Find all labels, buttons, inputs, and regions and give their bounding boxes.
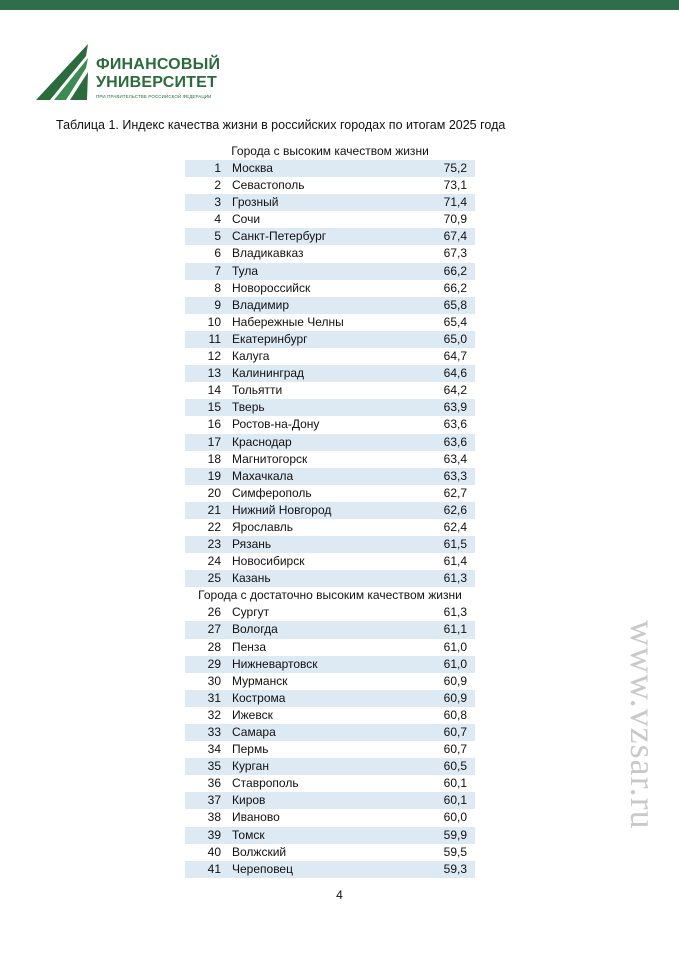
rank-cell: 31 xyxy=(207,690,221,705)
logo-text-line2: УНИВЕРСИТЕТ xyxy=(96,74,217,91)
rank-cell: 21 xyxy=(207,502,221,517)
table-row xyxy=(185,792,475,809)
table-row xyxy=(185,451,475,468)
score-cell: 67,4 xyxy=(443,229,467,244)
table-row xyxy=(185,690,475,707)
rank-cell: 4 xyxy=(214,212,221,227)
score-cell: 61,3 xyxy=(443,605,467,620)
rank-cell: 39 xyxy=(207,827,221,842)
city-cell: Курган xyxy=(232,759,269,774)
table-row xyxy=(185,758,475,775)
city-cell: Рязань xyxy=(232,537,272,552)
rank-cell: 6 xyxy=(214,246,221,261)
city-cell: Пенза xyxy=(232,639,267,654)
rank-cell: 22 xyxy=(207,519,221,534)
rank-cell: 27 xyxy=(207,622,221,637)
rank-cell: 13 xyxy=(207,366,221,381)
table-row xyxy=(185,399,475,416)
city-cell: Калининград xyxy=(232,366,305,381)
rank-cell: 37 xyxy=(207,793,221,808)
table-row xyxy=(185,553,475,570)
rank-cell: 36 xyxy=(207,776,221,791)
city-cell: Киров xyxy=(232,793,266,808)
section-title: Города с достаточно высоким качеством жизни xyxy=(198,588,462,603)
city-cell: Казань xyxy=(232,571,271,586)
score-cell: 63,6 xyxy=(443,434,467,449)
header-bar xyxy=(0,0,679,10)
city-cell: Новосибирск xyxy=(232,554,305,569)
logo-text-line1: ФИНАНСОВЫЙ xyxy=(96,56,221,73)
score-cell: 64,2 xyxy=(443,383,467,398)
city-cell: Сочи xyxy=(232,212,261,227)
city-cell: Махачкала xyxy=(232,468,294,483)
rank-cell: 40 xyxy=(207,844,221,859)
score-cell: 70,9 xyxy=(443,212,467,227)
logo-text-line3: ПРИ ПРАВИТЕЛЬСТВЕ РОССИЙСКОЙ ФЕДЕРАЦИИ xyxy=(96,94,212,99)
table-row xyxy=(185,827,475,844)
score-cell: 64,7 xyxy=(443,349,467,364)
city-cell: Грозный xyxy=(232,195,279,210)
score-cell: 60,5 xyxy=(443,759,467,774)
rank-cell: 30 xyxy=(207,673,221,688)
rank-cell: 25 xyxy=(207,571,221,586)
rank-cell: 11 xyxy=(208,331,221,346)
rank-cell: 9 xyxy=(214,297,221,312)
city-cell: Ростов-на-Дону xyxy=(232,417,320,432)
table-row xyxy=(185,263,475,280)
score-cell: 61,0 xyxy=(443,656,467,671)
city-cell: Севастополь xyxy=(232,178,305,193)
table-row xyxy=(185,211,475,228)
rank-cell: 26 xyxy=(207,605,221,620)
rank-cell: 41 xyxy=(207,861,221,876)
score-cell: 64,6 xyxy=(443,366,467,381)
table-row xyxy=(185,570,475,587)
rank-cell: 16 xyxy=(207,417,221,432)
score-cell: 62,7 xyxy=(443,485,467,500)
rank-cell: 15 xyxy=(207,400,221,415)
watermark: www.vzsar.ru xyxy=(623,620,663,830)
rank-cell: 29 xyxy=(207,656,221,671)
rank-cell: 12 xyxy=(207,349,221,364)
rank-cell: 14 xyxy=(207,383,221,398)
score-cell: 63,9 xyxy=(443,400,467,415)
table-row xyxy=(185,844,475,861)
score-cell: 63,3 xyxy=(443,468,467,483)
logo-emblem-icon xyxy=(36,44,96,102)
score-cell: 59,5 xyxy=(443,844,467,859)
rank-cell: 8 xyxy=(214,280,221,295)
table-row xyxy=(185,485,475,502)
table-row xyxy=(185,741,475,758)
city-cell: Магнитогорск xyxy=(232,451,308,466)
rank-cell: 33 xyxy=(207,725,221,739)
city-cell: Тверь xyxy=(232,400,265,415)
score-cell: 60,1 xyxy=(443,793,467,808)
university-logo xyxy=(36,44,236,104)
rank-cell: 10 xyxy=(207,314,221,329)
table-row xyxy=(185,861,475,878)
city-cell: Москва xyxy=(232,161,273,175)
city-cell: Пермь xyxy=(232,742,269,757)
rank-cell: 18 xyxy=(207,451,221,466)
table-row xyxy=(185,382,475,399)
table-row xyxy=(185,348,475,365)
score-cell: 61,0 xyxy=(443,639,467,654)
score-cell: 60,7 xyxy=(443,725,467,739)
table-row xyxy=(185,434,475,451)
table-row xyxy=(185,639,475,656)
city-cell: Тула xyxy=(232,263,259,278)
rank-cell: 3 xyxy=(214,195,221,210)
score-cell: 63,6 xyxy=(443,417,467,432)
score-cell: 61,3 xyxy=(443,571,467,586)
score-cell: 60,9 xyxy=(443,690,467,705)
ranking-table xyxy=(185,143,475,878)
table-row xyxy=(185,314,475,331)
score-cell: 65,0 xyxy=(443,331,467,346)
city-cell: Самара xyxy=(232,725,276,739)
table-row xyxy=(185,228,475,245)
score-cell: 60,9 xyxy=(443,673,467,688)
city-cell: Ярославль xyxy=(232,519,294,534)
score-cell: 60,0 xyxy=(443,810,467,825)
table-caption: Таблица 1. Индекс качества жизни в российских городах по итогам 2025 года xyxy=(56,118,506,132)
rank-cell: 23 xyxy=(207,537,221,552)
table-row xyxy=(185,775,475,792)
table-row xyxy=(185,365,475,382)
table-row xyxy=(185,331,475,348)
city-cell: Калуга xyxy=(232,349,270,364)
rank-cell: 24 xyxy=(207,554,221,569)
table-row xyxy=(185,177,475,194)
score-cell: 73,1 xyxy=(443,178,467,193)
rank-cell: 7 xyxy=(214,263,221,278)
city-cell: Сургут xyxy=(232,605,270,620)
rank-cell: 17 xyxy=(207,434,221,449)
table-row xyxy=(185,809,475,826)
table-row xyxy=(185,604,475,621)
score-cell: 65,4 xyxy=(443,314,467,329)
score-cell: 60,8 xyxy=(443,707,467,722)
rank-cell: 20 xyxy=(207,485,221,500)
city-cell: Нижний Новгород xyxy=(232,502,332,517)
city-cell: Владимир xyxy=(232,297,290,312)
table-row xyxy=(185,245,475,262)
score-cell: 66,2 xyxy=(443,263,467,278)
score-cell: 59,3 xyxy=(443,861,467,876)
city-cell: Екатеринбург xyxy=(232,331,308,346)
city-cell: Новороссийск xyxy=(232,280,311,295)
table-row xyxy=(185,280,475,297)
rank-cell: 28 xyxy=(207,639,221,654)
city-cell: Краснодар xyxy=(232,434,292,449)
city-cell: Симферополь xyxy=(232,485,312,500)
score-cell: 60,1 xyxy=(443,776,467,791)
city-cell: Мурманск xyxy=(232,673,288,688)
city-cell: Набережные Челны xyxy=(232,314,344,329)
table-row xyxy=(185,707,475,724)
score-cell: 60,7 xyxy=(443,742,467,757)
section-title: Города с высоким качеством жизни xyxy=(231,144,429,158)
table-row xyxy=(185,194,475,211)
score-cell: 62,4 xyxy=(443,519,467,534)
rank-cell: 34 xyxy=(207,742,221,757)
score-cell: 59,9 xyxy=(443,827,467,842)
table-row xyxy=(185,416,475,433)
score-cell: 65,8 xyxy=(443,297,467,312)
city-cell: Иваново xyxy=(232,810,280,825)
rank-cell: 1 xyxy=(214,161,221,175)
city-cell: Ижевск xyxy=(232,707,273,722)
city-cell: Владикавказ xyxy=(232,246,304,261)
table-row xyxy=(185,724,475,741)
city-cell: Волжский xyxy=(232,844,287,859)
table-row xyxy=(185,673,475,690)
score-cell: 67,3 xyxy=(443,246,467,261)
rank-cell: 32 xyxy=(207,707,221,722)
page-number: 4 xyxy=(336,888,343,902)
city-cell: Тольятти xyxy=(232,383,283,398)
city-cell: Вологда xyxy=(232,622,278,637)
city-cell: Нижневартовск xyxy=(232,656,318,671)
city-cell: Томск xyxy=(232,827,265,842)
city-cell: Череповец xyxy=(232,861,293,876)
rank-cell: 5 xyxy=(214,229,221,244)
table-row xyxy=(185,536,475,553)
table-row xyxy=(185,297,475,314)
city-cell: Санкт-Петербург xyxy=(232,229,327,244)
rank-cell: 2 xyxy=(214,178,221,193)
score-cell: 62,6 xyxy=(443,502,467,517)
city-cell: Кострома xyxy=(232,690,286,705)
city-cell: Ставрополь xyxy=(232,776,299,791)
table-row xyxy=(185,519,475,536)
score-cell: 61,4 xyxy=(443,554,467,569)
score-cell: 71,4 xyxy=(443,195,467,210)
score-cell: 61,5 xyxy=(443,537,467,552)
score-cell: 63,4 xyxy=(443,451,467,466)
score-cell: 66,2 xyxy=(443,280,467,295)
table-row xyxy=(185,160,475,177)
table-row xyxy=(185,656,475,673)
score-cell: 61,1 xyxy=(443,622,467,637)
rank-cell: 35 xyxy=(207,759,221,774)
table-row xyxy=(185,468,475,485)
rank-cell: 19 xyxy=(207,468,221,483)
rank-cell: 38 xyxy=(207,810,221,825)
table-row xyxy=(185,502,475,519)
score-cell: 75,2 xyxy=(443,161,467,175)
table-row xyxy=(185,621,475,638)
